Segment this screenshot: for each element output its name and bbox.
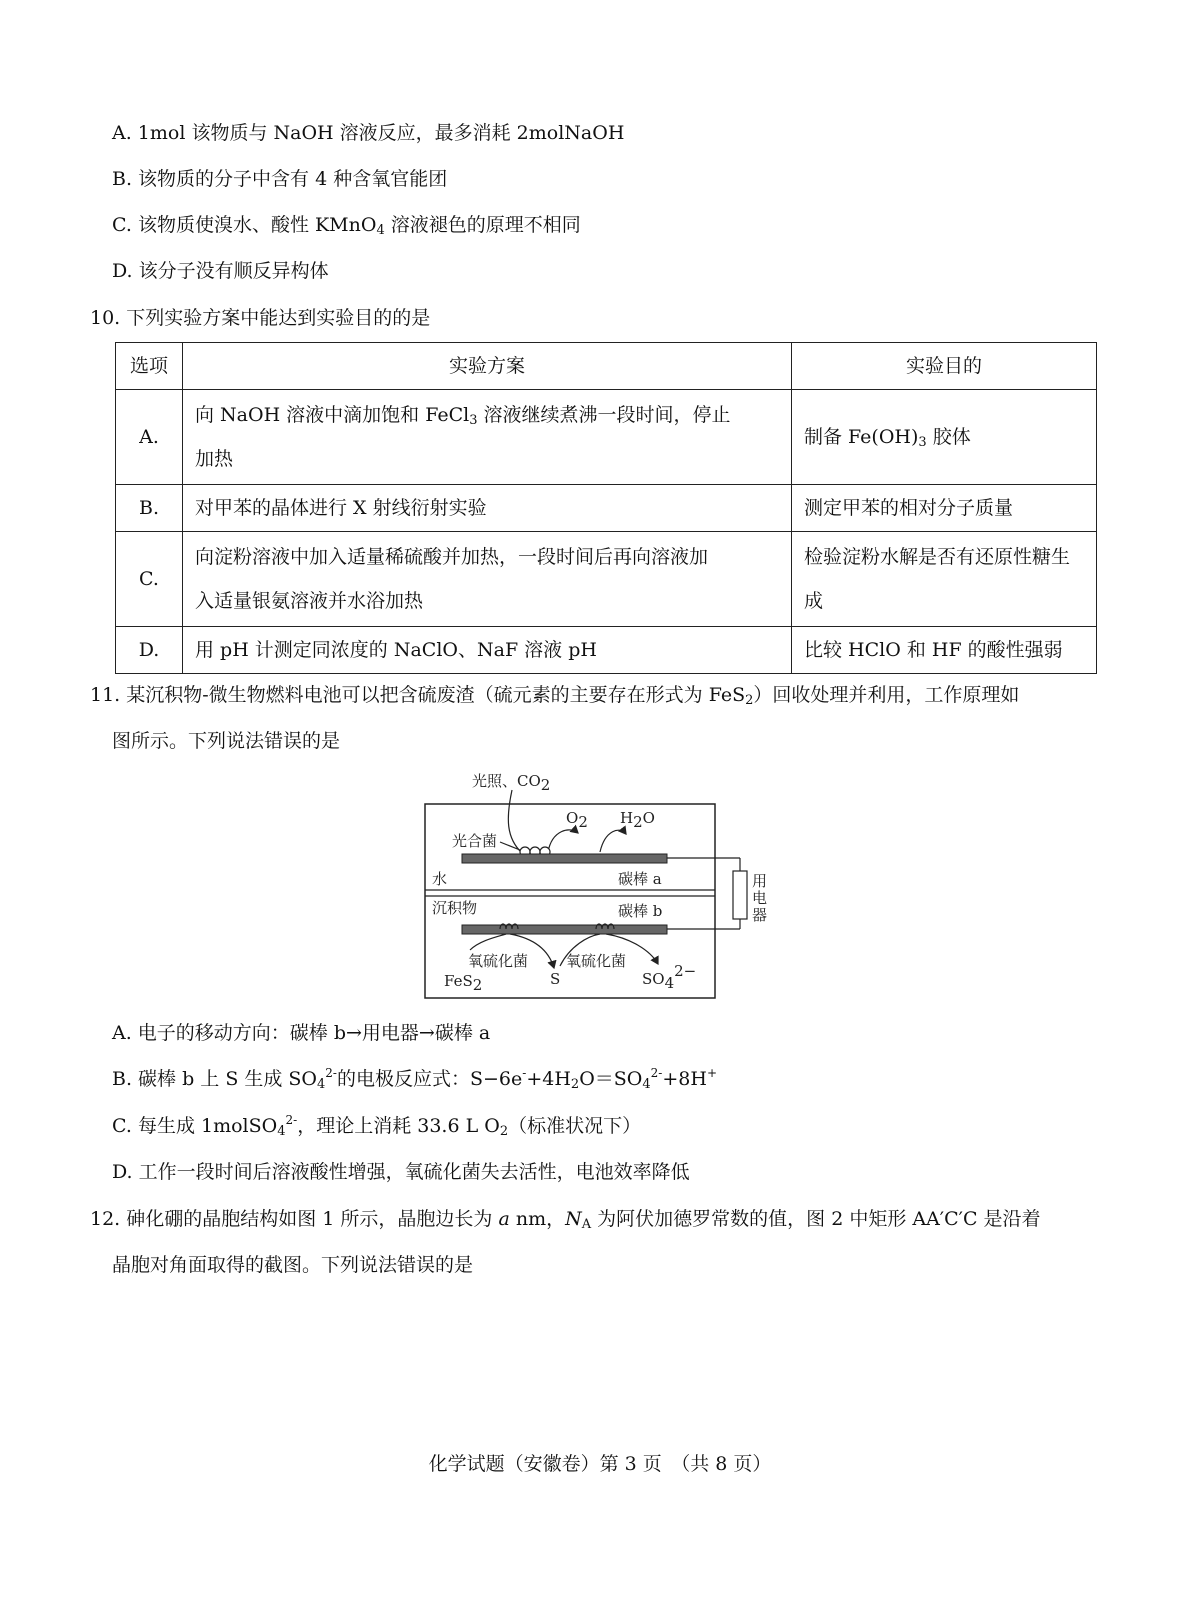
q9-option-c-text-end: 溶液褪色的原理不相同 (384, 214, 581, 236)
fuel-cell-diagram (420, 768, 780, 1003)
q10-table (115, 342, 1097, 674)
plan-text-end: 溶液继续煮沸一段时间，停止 (477, 404, 731, 426)
text: O＝SO (579, 1068, 643, 1090)
variable-a: a (498, 1208, 510, 1230)
q9-option-a (112, 121, 624, 145)
photosynthetic-bacteria-label: 光合菌 (452, 832, 498, 850)
resistor-icon (733, 871, 747, 919)
q9-option-a-text: A. 1mol 该物质与 NaOH 溶液反应，最多消耗 2molNaOH (112, 122, 625, 144)
q12-stem-line2: 晶胞对角面取得的截图。下列说法错误的是 (112, 1254, 474, 1276)
subscript: 2 (570, 1077, 580, 1092)
light-arrow (508, 790, 522, 853)
superscript: + (706, 1066, 717, 1080)
text: C. 每生成 1molSO (112, 1115, 278, 1137)
q11-stem-text-end: ）回收处理并利用，工作原理如 (753, 684, 1020, 706)
q11-option-c (112, 1114, 641, 1138)
plan-text: 向 NaOH 溶液中滴加饱和 FeCl (195, 404, 470, 426)
q10-stem: 10. 下列实验方案中能达到实验目的的是 (90, 307, 431, 329)
device-label-char: 器 (752, 906, 768, 924)
sulfur-label: S (550, 970, 561, 988)
sulfur-bacteria-label-1: 氧硫化菌 (468, 952, 529, 970)
text: 的电极反应式：S−6e (337, 1068, 523, 1090)
subscript: 4 (642, 1077, 651, 1092)
row-option: B. (116, 485, 183, 532)
header-option: 选项 (116, 343, 183, 390)
table-row (116, 485, 1097, 532)
q11-stem-text: 11. 某沉积物-微生物燃料电池可以把含硫废渣（硫元素的主要存在形式为 FeS (90, 684, 746, 706)
q9-option-c-text: C. 该物质使溴水、酸性 KMnO (112, 214, 377, 236)
carbon-rod-a (462, 854, 667, 863)
rod-a-label: 碳棒 a (618, 870, 662, 888)
row-goal (792, 390, 1097, 485)
row-goal: 测定甲苯的相对分子质量 (792, 485, 1097, 532)
sulfur-bacteria-label-2: 氧硫化菌 (566, 952, 627, 970)
subscript: 2 (499, 1124, 509, 1139)
text: +4H (526, 1068, 571, 1090)
device-label (752, 872, 767, 924)
plan-text-line2: 加热 (195, 448, 234, 470)
q11-option-b (112, 1067, 717, 1091)
row-goal: 检验淀粉水解是否有还原性糖生成 (792, 532, 1097, 627)
text: （标准状况下） (508, 1115, 642, 1137)
light-co2-label: 光照、CO2 (472, 772, 551, 794)
subscript: 4 (317, 1077, 326, 1092)
row-plan: 用 pH 计测定同浓度的 NaClO、NaF 溶液 pH (183, 627, 792, 674)
q11-stem-line2: 图所示。下列说法错误的是 (112, 730, 341, 752)
water-label: 水 (432, 870, 448, 888)
label-leader-line (500, 842, 520, 850)
rod-b-label: 碳棒 b (618, 902, 663, 920)
text: B. 碳棒 b 上 S 生成 SO (112, 1068, 318, 1090)
superscript: 2- (325, 1066, 337, 1080)
plan-text: 向淀粉溶液中加入适量稀硫酸并加热，一段时间后再向溶液加 (195, 546, 709, 568)
subscript: 4 (277, 1124, 286, 1139)
q11-option-d: D. 工作一段时间后溶液酸性增强，氧硫化菌失去活性，电池效率降低 (112, 1161, 690, 1183)
subscript: 3 (918, 435, 927, 450)
q11-stem-line1 (90, 683, 1019, 707)
device-label-char: 用 (752, 872, 768, 890)
subscript: 3 (469, 413, 478, 428)
superscript: 2- (285, 1113, 298, 1127)
row-plan (183, 532, 792, 627)
table-row (116, 627, 1097, 674)
subscript: 4 (376, 223, 385, 238)
q11-option-a: A. 电子的移动方向：碳棒 b→用电器→碳棒 a (112, 1022, 491, 1044)
row-option: C. (116, 532, 183, 627)
h2o-arrow (600, 830, 626, 852)
header-goal: 实验目的 (792, 343, 1097, 390)
plan-text-line2: 入适量银氨溶液并水浴加热 (195, 590, 424, 612)
row-plan (183, 390, 792, 485)
sulfate-label: SO42− (642, 962, 697, 992)
q9-option-b: B. 该物质的分子中含有 4 种含氧官能团 (112, 168, 448, 190)
table-row (116, 532, 1097, 627)
h2o-label: H2O (620, 809, 655, 831)
text: nm， (509, 1208, 566, 1230)
q9-option-d: D. 该分子没有顺反异构体 (112, 260, 329, 282)
q12-stem-line1 (90, 1207, 1041, 1231)
superscript: 2- (650, 1066, 663, 1080)
goal-text-end: 胶体 (926, 426, 971, 448)
header-plan: 实验方案 (183, 343, 792, 390)
row-option: A. (116, 390, 183, 485)
sediment-label: 沉积物 (432, 899, 478, 917)
o2-arrow (548, 830, 578, 852)
goal-text: 制备 Fe(OH) (804, 426, 919, 448)
q9-option-c (112, 213, 581, 237)
row-option: D. (116, 627, 183, 674)
table-header-row (116, 343, 1097, 390)
o2-label: O2 (566, 809, 588, 831)
subscript: A (581, 1217, 592, 1232)
fes2-label: FeS2 (444, 972, 483, 994)
variable-na: N (565, 1208, 582, 1230)
text: ，理论上消耗 33.6 L O (297, 1115, 500, 1137)
table-row (116, 390, 1097, 485)
page-footer: 化学试题（安徽卷）第 3 页 （共 8 页） (428, 1453, 772, 1475)
text: +8H (662, 1068, 707, 1090)
superscript: - (522, 1066, 527, 1080)
reaction-arrow (470, 934, 506, 950)
row-plan: 对甲苯的晶体进行 X 射线衍射实验 (183, 485, 792, 532)
text: 为阿伏加德罗常数的值，图 2 中矩形 AA′C′C 是沿着 (591, 1208, 1041, 1230)
carbon-rod-b (462, 925, 667, 934)
text: 12. 砷化硼的晶胞结构如图 1 所示，晶胞边长为 (90, 1208, 499, 1230)
row-goal: 比较 HClO 和 HF 的酸性强弱 (792, 627, 1097, 674)
device-label-char: 电 (752, 889, 768, 907)
subscript: 2 (745, 693, 754, 708)
